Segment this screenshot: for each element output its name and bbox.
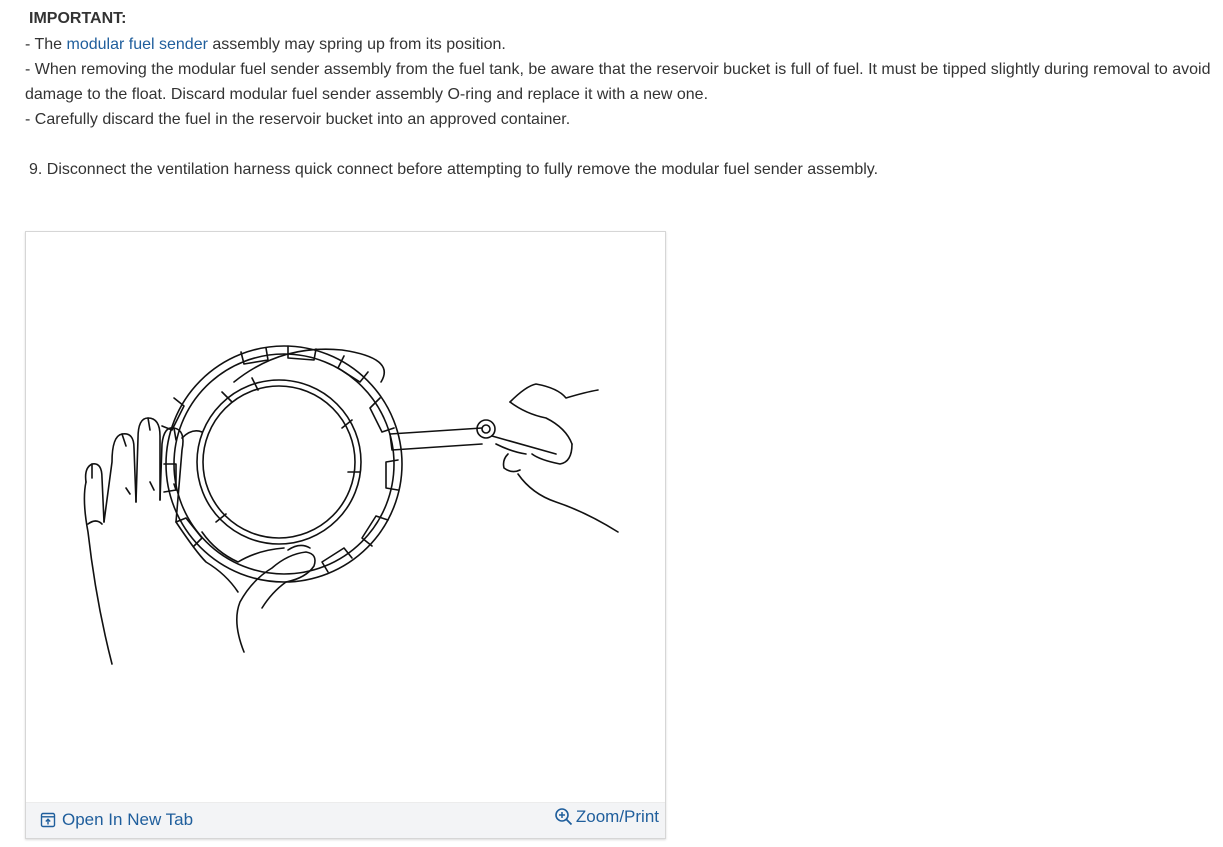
- important-heading: IMPORTANT:: [29, 10, 127, 27]
- figure-toolbar: [26, 802, 665, 838]
- open-in-new-tab-label: Open In New Tab: [62, 810, 194, 829]
- modular-fuel-sender-link[interactable]: modular fuel sender: [66, 36, 208, 53]
- zoom-plus-icon: [554, 807, 574, 827]
- zoom-print-button[interactable]: [554, 807, 659, 827]
- important-note-1: [25, 32, 1220, 57]
- figure-container: [25, 231, 666, 839]
- note-1-suffix: assembly may spring up from its position.: [207, 36, 506, 53]
- zoom-print-label: Zoom/Print: [575, 807, 659, 826]
- open-in-new-tab-button[interactable]: [40, 810, 193, 830]
- note-1-prefix: - The: [25, 36, 67, 53]
- open-new-tab-icon: [40, 812, 56, 828]
- fuel-sender-illustration: [26, 232, 665, 802]
- step-9-text: 9. Disconnect the ventilation harness quick connect before attempting to fully remove the modular fuel sender assembly.: [29, 161, 879, 178]
- important-note-2: - When removing the modular fuel sender assembly from the fuel tank, be aware that the reservoir bucket is full of fuel. It must be tipped slightly during removal to avoid damage to the float. Discard modular fuel sender assembly O-ring and replace it with a new one.: [25, 61, 1211, 103]
- important-note-3: - Carefully discard the fuel in the reservoir bucket into an approved container.: [25, 111, 571, 128]
